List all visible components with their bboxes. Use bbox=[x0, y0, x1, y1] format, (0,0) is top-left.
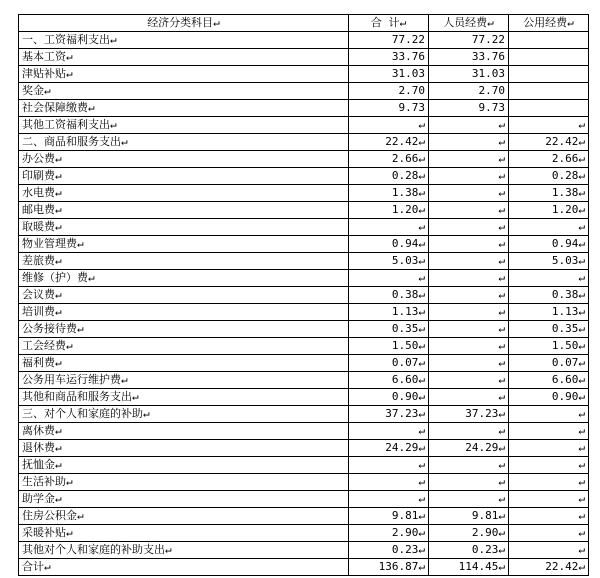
row-public-cell: 0.07↵ bbox=[509, 355, 589, 372]
row-total-cell: 31.03 bbox=[349, 66, 429, 83]
row-public-cell bbox=[509, 49, 589, 66]
table-row bbox=[19, 372, 589, 389]
row-item-cell: 基本工资↵ bbox=[19, 49, 349, 66]
table-row bbox=[19, 117, 589, 134]
table-row bbox=[19, 355, 589, 372]
row-item-cell: 福利费↵ bbox=[19, 355, 349, 372]
table-row bbox=[19, 134, 589, 151]
row-total-cell: 0.38↵ bbox=[349, 287, 429, 304]
row-item-cell: 工会经费↵ bbox=[19, 338, 349, 355]
row-public-cell: 0.35↵ bbox=[509, 321, 589, 338]
row-total-cell: 2.66↵ bbox=[349, 151, 429, 168]
row-item-cell: 社会保障缴费↵ bbox=[19, 100, 349, 117]
table-row bbox=[19, 559, 589, 576]
row-public-cell: 2.66↵ bbox=[509, 151, 589, 168]
table-row bbox=[19, 423, 589, 440]
row-item-cell: 助学金↵ bbox=[19, 491, 349, 508]
row-personnel-cell: ↵ bbox=[429, 117, 509, 134]
row-public-cell: 6.60↵ bbox=[509, 372, 589, 389]
row-total-cell: 2.70 bbox=[349, 83, 429, 100]
row-item-cell: 津贴补贴↵ bbox=[19, 66, 349, 83]
row-public-cell: ↵ bbox=[509, 423, 589, 440]
row-total-cell: 0.07↵ bbox=[349, 355, 429, 372]
row-item-cell: 水电费↵ bbox=[19, 185, 349, 202]
row-total-cell: 9.81↵ bbox=[349, 508, 429, 525]
row-total-cell: ↵ bbox=[349, 457, 429, 474]
row-item-cell: 印刷费↵ bbox=[19, 168, 349, 185]
row-total-cell: 0.35↵ bbox=[349, 321, 429, 338]
row-item-cell: 奖金↵ bbox=[19, 83, 349, 100]
row-public-cell: ↵ bbox=[509, 474, 589, 491]
table-row bbox=[19, 542, 589, 559]
row-personnel-cell: ↵ bbox=[429, 321, 509, 338]
row-personnel-cell: 9.73 bbox=[429, 100, 509, 117]
row-personnel-cell: 9.81↵ bbox=[429, 508, 509, 525]
row-item-cell: 二、商品和服务支出↵ bbox=[19, 134, 349, 151]
table-row bbox=[19, 525, 589, 542]
table-row bbox=[19, 66, 589, 83]
row-total-cell: ↵ bbox=[349, 423, 429, 440]
row-total-cell: ↵ bbox=[349, 117, 429, 134]
table-row bbox=[19, 287, 589, 304]
row-public-cell bbox=[509, 32, 589, 49]
row-public-cell: 1.20↵ bbox=[509, 202, 589, 219]
row-public-cell: 22.42↵ bbox=[509, 559, 589, 576]
row-personnel-cell: ↵ bbox=[429, 270, 509, 287]
row-personnel-cell: 77.22 bbox=[429, 32, 509, 49]
table-row bbox=[19, 202, 589, 219]
table-row bbox=[19, 491, 589, 508]
row-item-cell: 培训费↵ bbox=[19, 304, 349, 321]
row-personnel-cell: 0.23↵ bbox=[429, 542, 509, 559]
row-item-cell: 物业管理费↵ bbox=[19, 236, 349, 253]
row-total-cell: 6.60↵ bbox=[349, 372, 429, 389]
table-row bbox=[19, 270, 589, 287]
row-public-cell: ↵ bbox=[509, 270, 589, 287]
table-row bbox=[19, 508, 589, 525]
row-public-cell: 1.13↵ bbox=[509, 304, 589, 321]
row-personnel-cell: ↵ bbox=[429, 253, 509, 270]
row-total-cell: 0.90↵ bbox=[349, 389, 429, 406]
table-row bbox=[19, 32, 589, 49]
row-total-cell: 5.03↵ bbox=[349, 253, 429, 270]
row-public-cell: ↵ bbox=[509, 457, 589, 474]
row-item-cell: 维修（护）费↵ bbox=[19, 270, 349, 287]
row-total-cell: 136.87↵ bbox=[349, 559, 429, 576]
row-personnel-cell: ↵ bbox=[429, 185, 509, 202]
row-item-cell: 生活补助↵ bbox=[19, 474, 349, 491]
row-personnel-cell: ↵ bbox=[429, 338, 509, 355]
row-item-cell: 一、工资福利支出↵ bbox=[19, 32, 349, 49]
row-item-cell: 办公费↵ bbox=[19, 151, 349, 168]
row-item-cell: 合计↵ bbox=[19, 559, 349, 576]
row-public-cell: ↵ bbox=[509, 219, 589, 236]
row-personnel-cell: ↵ bbox=[429, 134, 509, 151]
table-row bbox=[19, 304, 589, 321]
expense-table bbox=[18, 14, 589, 576]
row-public-cell: 22.42↵ bbox=[509, 134, 589, 151]
row-total-cell: 0.23↵ bbox=[349, 542, 429, 559]
table-row bbox=[19, 474, 589, 491]
row-item-cell: 邮电费↵ bbox=[19, 202, 349, 219]
row-public-cell: 0.94↵ bbox=[509, 236, 589, 253]
row-total-cell: ↵ bbox=[349, 491, 429, 508]
row-item-cell: 会议费↵ bbox=[19, 287, 349, 304]
row-item-cell: 三、对个人和家庭的补助↵ bbox=[19, 406, 349, 423]
row-total-cell: 37.23↵ bbox=[349, 406, 429, 423]
row-personnel-cell: ↵ bbox=[429, 355, 509, 372]
row-item-cell: 抚恤金↵ bbox=[19, 457, 349, 474]
row-personnel-cell: ↵ bbox=[429, 236, 509, 253]
header-personnel: 人员经费↵ bbox=[429, 15, 509, 32]
table-row bbox=[19, 457, 589, 474]
header-total: 合 计↵ bbox=[349, 15, 429, 32]
row-total-cell: 77.22 bbox=[349, 32, 429, 49]
row-public-cell: 0.28↵ bbox=[509, 168, 589, 185]
row-personnel-cell: ↵ bbox=[429, 304, 509, 321]
row-public-cell: 0.90↵ bbox=[509, 389, 589, 406]
row-public-cell bbox=[509, 83, 589, 100]
row-personnel-cell: 37.23↵ bbox=[429, 406, 509, 423]
row-personnel-cell: 24.29↵ bbox=[429, 440, 509, 457]
row-public-cell: ↵ bbox=[509, 491, 589, 508]
row-total-cell: 2.90↵ bbox=[349, 525, 429, 542]
table-row bbox=[19, 83, 589, 100]
row-total-cell: 1.50↵ bbox=[349, 338, 429, 355]
row-total-cell: ↵ bbox=[349, 219, 429, 236]
header-public: 公用经费↵ bbox=[509, 15, 589, 32]
table-row bbox=[19, 253, 589, 270]
table-row bbox=[19, 168, 589, 185]
row-personnel-cell: ↵ bbox=[429, 168, 509, 185]
row-item-cell: 公务接待费↵ bbox=[19, 321, 349, 338]
table-row bbox=[19, 49, 589, 66]
row-item-cell: 采暖补贴↵ bbox=[19, 525, 349, 542]
row-personnel-cell: 2.70 bbox=[429, 83, 509, 100]
table-row bbox=[19, 100, 589, 117]
row-item-cell: 其他对个人和家庭的补助支出↵ bbox=[19, 542, 349, 559]
row-total-cell: 24.29↵ bbox=[349, 440, 429, 457]
row-total-cell: 0.94↵ bbox=[349, 236, 429, 253]
row-total-cell: 22.42↵ bbox=[349, 134, 429, 151]
row-total-cell: 1.13↵ bbox=[349, 304, 429, 321]
row-personnel-cell: ↵ bbox=[429, 372, 509, 389]
row-total-cell: 33.76 bbox=[349, 49, 429, 66]
table-row bbox=[19, 389, 589, 406]
row-item-cell: 住房公积金↵ bbox=[19, 508, 349, 525]
row-public-cell: ↵ bbox=[509, 525, 589, 542]
row-personnel-cell: ↵ bbox=[429, 151, 509, 168]
row-public-cell: ↵ bbox=[509, 508, 589, 525]
header-row bbox=[19, 15, 589, 32]
expense-table-container bbox=[18, 14, 588, 576]
row-personnel-cell: 2.90↵ bbox=[429, 525, 509, 542]
row-public-cell: ↵ bbox=[509, 440, 589, 457]
table-row bbox=[19, 406, 589, 423]
row-personnel-cell: 114.45↵ bbox=[429, 559, 509, 576]
row-total-cell: 1.20↵ bbox=[349, 202, 429, 219]
table-row bbox=[19, 440, 589, 457]
row-personnel-cell: ↵ bbox=[429, 219, 509, 236]
row-total-cell: 0.28↵ bbox=[349, 168, 429, 185]
row-personnel-cell: ↵ bbox=[429, 287, 509, 304]
row-personnel-cell: ↵ bbox=[429, 202, 509, 219]
row-personnel-cell: ↵ bbox=[429, 457, 509, 474]
table-row bbox=[19, 338, 589, 355]
row-public-cell: ↵ bbox=[509, 117, 589, 134]
row-personnel-cell: 31.03 bbox=[429, 66, 509, 83]
row-personnel-cell: ↵ bbox=[429, 423, 509, 440]
row-item-cell: 差旅费↵ bbox=[19, 253, 349, 270]
table-body bbox=[19, 32, 589, 576]
row-total-cell: 9.73 bbox=[349, 100, 429, 117]
table-row bbox=[19, 151, 589, 168]
row-personnel-cell: ↵ bbox=[429, 389, 509, 406]
row-total-cell: ↵ bbox=[349, 474, 429, 491]
table-row bbox=[19, 236, 589, 253]
row-public-cell: 0.38↵ bbox=[509, 287, 589, 304]
row-public-cell: 1.50↵ bbox=[509, 338, 589, 355]
row-personnel-cell: 33.76 bbox=[429, 49, 509, 66]
row-public-cell: 1.38↵ bbox=[509, 185, 589, 202]
row-personnel-cell: ↵ bbox=[429, 474, 509, 491]
row-item-cell: 离休费↵ bbox=[19, 423, 349, 440]
row-item-cell: 退休费↵ bbox=[19, 440, 349, 457]
table-row bbox=[19, 219, 589, 236]
row-public-cell bbox=[509, 66, 589, 83]
header-item: 经济分类科目↵ bbox=[19, 15, 349, 32]
row-item-cell: 其他和商品和服务支出↵ bbox=[19, 389, 349, 406]
row-item-cell: 其他工资福利支出↵ bbox=[19, 117, 349, 134]
row-public-cell: ↵ bbox=[509, 542, 589, 559]
row-personnel-cell: ↵ bbox=[429, 491, 509, 508]
row-public-cell bbox=[509, 100, 589, 117]
row-total-cell: 1.38↵ bbox=[349, 185, 429, 202]
table-row bbox=[19, 321, 589, 338]
row-public-cell: 5.03↵ bbox=[509, 253, 589, 270]
row-item-cell: 公务用车运行维护费↵ bbox=[19, 372, 349, 389]
row-public-cell: ↵ bbox=[509, 406, 589, 423]
row-total-cell: ↵ bbox=[349, 270, 429, 287]
row-item-cell: 取暖费↵ bbox=[19, 219, 349, 236]
table-row bbox=[19, 185, 589, 202]
